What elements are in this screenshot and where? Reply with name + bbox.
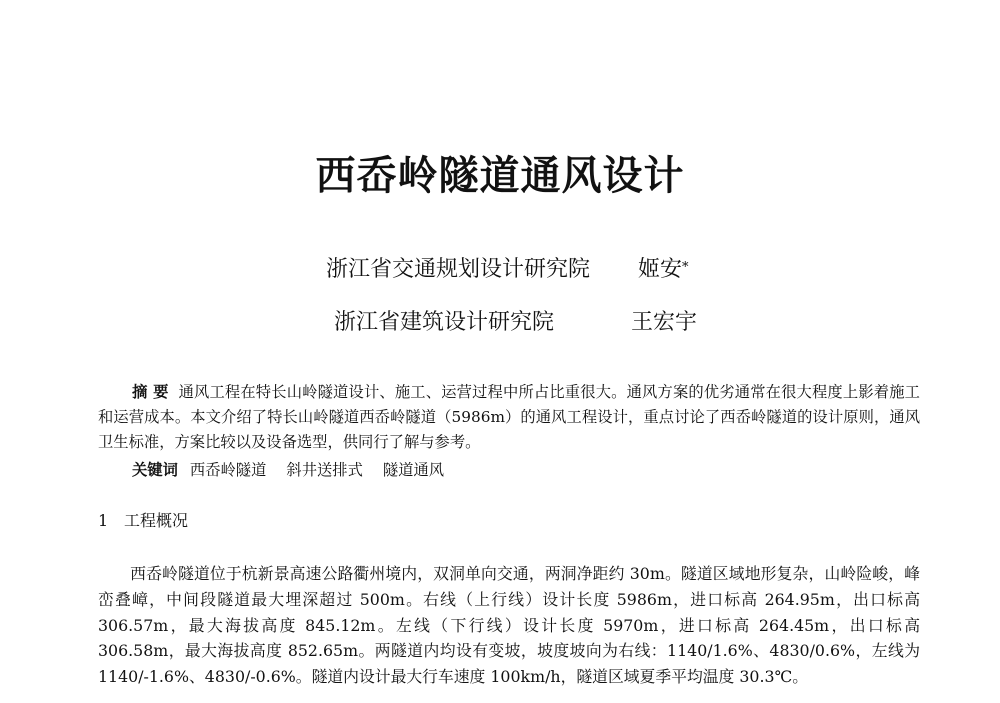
keywords-label: 关键词 bbox=[132, 461, 178, 479]
author-affiliation-2: 浙江省建筑设计研究院 bbox=[334, 310, 555, 335]
author-affiliation-1: 浙江省交通规划设计研究院 bbox=[326, 257, 591, 282]
abstract-label: 摘 要 bbox=[132, 383, 169, 401]
keyword-item: 西岙岭隧道 bbox=[189, 461, 267, 479]
keywords bbox=[132, 458, 444, 483]
section-heading-1 bbox=[98, 508, 188, 534]
keyword-item: 隧道通风 bbox=[382, 461, 445, 479]
abstract-text: 通风工程在特长山岭隧道设计、施工、运营过程中所占比重很大。通风方案的优劣通常在很大程度上影着施工和运营成本。本文介绍了特长山岭隧道西岙岭隧道（5986m）的通风工程设计，重点讨论了西岙岭隧道的设计原则，通风卫生标准，方案比较以及设备选型，供同行了解与参考。 bbox=[98, 383, 920, 451]
paragraph-text: 西岙岭隧道位于杭新景高速公路衢州境内，双洞单向交通，两洞净距约 30m。隧道区域地形复杂，山岭险峻，峰峦叠嶂，中间段隧道最大埋深超过 500m。右线（上行线）设计长度 5986m，进口标高 264.95m，出口标高 306.57m，最大海拔高度 845.12m。左线（下行线）设计长度 5970m，进口标高 264.45m，出口标高 306.58m，最大海拔高度 852.65m。两隧道内均设有变坡，坡度坡向为右线：1140/1.6%、4830/0.6%，左线为 1140/-1.6%、4830/-0.6%。隧道内设计最大行车速度 100km/h，隧道区域夏季平均温度 30.3℃。 bbox=[98, 564, 920, 687]
section-1-paragraph bbox=[98, 561, 920, 690]
keyword-item: 斜井送排式 bbox=[286, 461, 363, 479]
author-name-1 bbox=[638, 255, 689, 285]
author-name-2: 王宏宇 bbox=[631, 310, 698, 335]
paper-title: 西岙岭隧道通风设计 bbox=[315, 152, 685, 199]
section-number: 1 bbox=[98, 511, 109, 530]
author-name-1-text: 姬安 bbox=[638, 257, 683, 282]
author-footnote-mark: * bbox=[682, 260, 689, 275]
section-title: 工程概况 bbox=[124, 511, 189, 530]
abstract bbox=[98, 380, 920, 455]
